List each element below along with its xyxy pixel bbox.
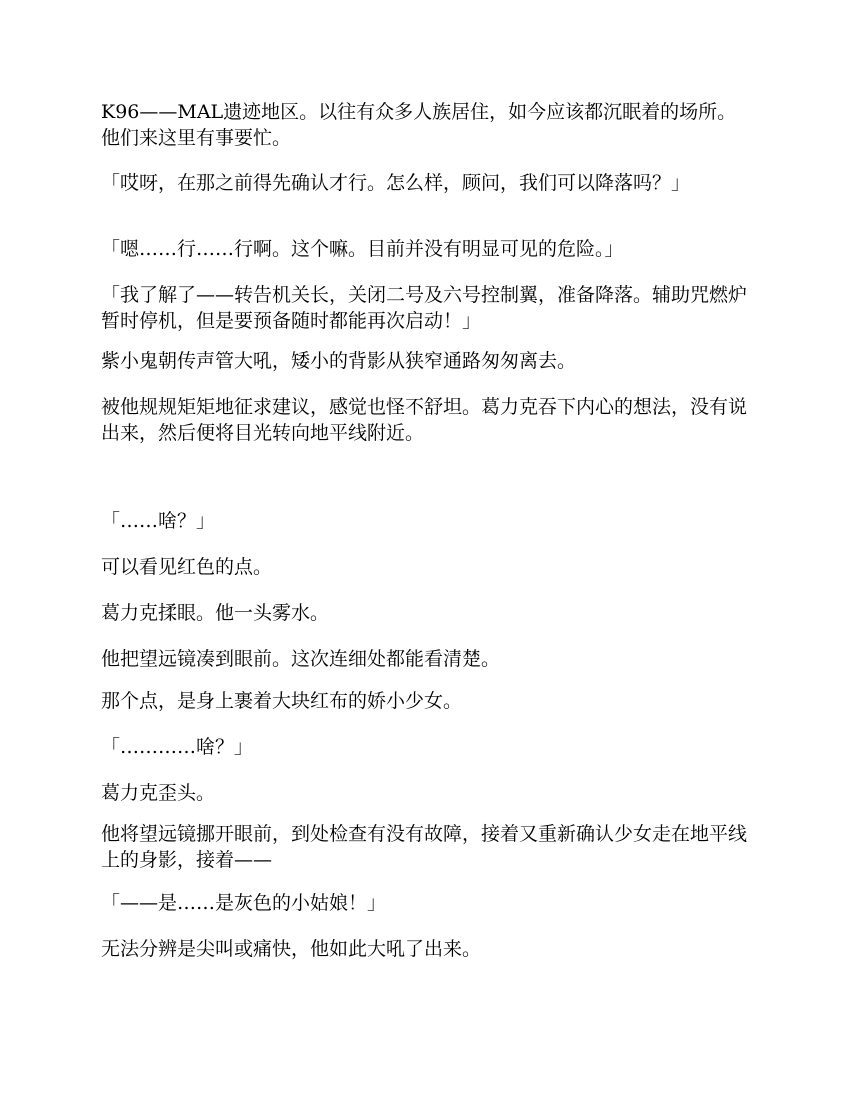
paragraph-15: 「——是……是灰色的小姑娘！」 (101, 892, 387, 914)
paragraph-14: 他将望远镜挪开眼前，到处检查有没有故障，接着又重新确认少女走在地平线上的身影，接着—— (101, 823, 748, 871)
paragraph-10: 他把望远镜凑到眼前。这次连细处都能看清楚。 (101, 648, 501, 670)
paragraph-12: 「…………啥？」 (101, 736, 254, 758)
paragraph-9: 葛力克揉眼。他一头雾水。 (101, 602, 330, 624)
paragraph-8: 可以看见红色的点。 (101, 556, 273, 578)
paragraph-6: 被他规规矩矩地征求建议，感觉也怪不舒坦。葛力克吞下内心的想法，没有说出来，然后便将目光转向地平线附近。 (101, 396, 748, 444)
paragraph-16: 无法分辨是尖叫或痛快，他如此大吼了出来。 (101, 938, 482, 960)
paragraph-11: 那个点，是身上裹着大块红布的娇小少女。 (101, 690, 463, 712)
paragraph-4: 「我了解了——转告机关长，关闭二号及六号控制翼，准备降落。辅助咒燃炉暂时停机，但是要预备随时都能再次启动！」 (101, 284, 748, 332)
paragraph-3: 「嗯……行……行啊。这个嘛。目前并没有明显可见的危险。」 (101, 238, 624, 260)
paragraph-1: K96——MAL遗迹地区。以往有众多人族居住，如今应该都沉眠着的场所。他们来这里有事要忙。 (101, 101, 737, 149)
paragraph-13: 葛力克歪头。 (101, 782, 216, 804)
paragraph-5: 紫小鬼朝传声管大吼，矮小的背影从狭窄通路匆匆离去。 (101, 350, 577, 372)
paragraph-2: 「哎呀，在那之前得先确认才行。怎么样，顾问，我们可以降落吗？」 (101, 172, 691, 194)
paragraph-7: 「……啥？」 (101, 510, 216, 532)
